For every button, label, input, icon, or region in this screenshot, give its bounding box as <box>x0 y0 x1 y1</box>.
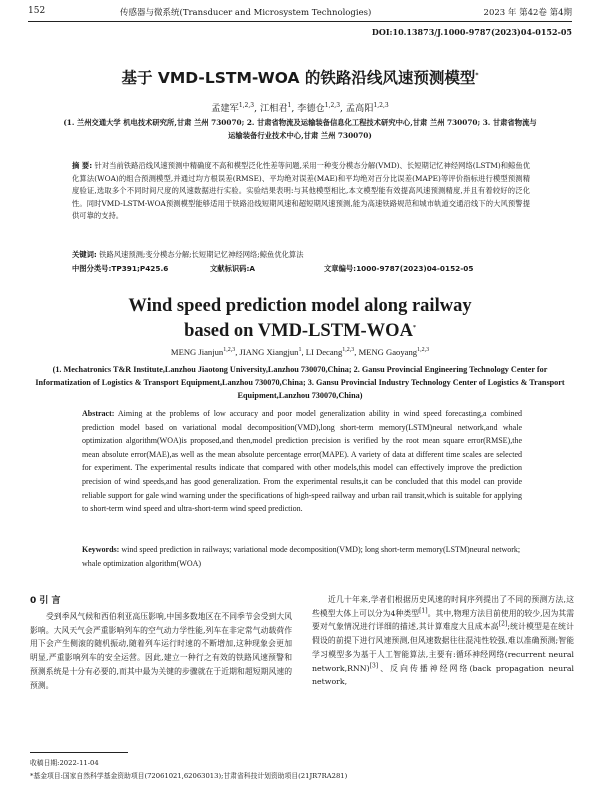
body-text: 、反向传播神经网络(back propagation neural network, <box>312 663 574 687</box>
keywords-label: 关键词: <box>72 250 97 259</box>
citation: [1] <box>419 607 428 615</box>
journal-name: 传感器与微系统(Transducer and Microsystem Technologies) <box>120 8 372 18</box>
doi: DOI:10.13873/J.1000-9787(2023)04-0152-05 <box>371 27 572 37</box>
body-text: 近几十年来,学者们根据历史风速的时间序列提出了不同的预测方法,这些模型大体上可以分为4种类型 <box>312 595 574 618</box>
author-affil-mark: 1,2,3 <box>342 347 355 354</box>
english-affiliation: (1. Mechatronics T&R Institute,Lanzhou Jiaotong University,Lanzhou 730070,China; 2. Gansu Provincial Engineering Technology Center for Informatization of Logistics & Transport Equipment,Lanzhou 730070,China; 3. Gansu Provincial Industry Technology Center of Logistics & Transport Equipment,Lanzhou 730070,China) <box>35 365 565 400</box>
citation: [3] <box>369 661 379 669</box>
author-name: MENG Jianjun <box>170 347 224 357</box>
author-affil-mark: 1 <box>287 101 292 109</box>
author-name: 孟高阳 <box>345 103 374 114</box>
author-name: 孟建军 <box>211 103 239 114</box>
abstract-label: Abstract: <box>82 409 115 418</box>
author-name: 李德仓 <box>297 103 325 114</box>
body-right-column <box>312 593 574 689</box>
chinese-title-text: 基于 VMD-LSTM-WOA 的铁路沿线风速预测模型 <box>121 69 476 87</box>
chinese-authors: 孟建军$^{1,2,3}$, 江相君$^1$, 李德仓$^{1,2,3}$, 孟高阳$^{1,2,3}$ <box>211 101 389 114</box>
english-title-line-1: Wind speed prediction model along railway <box>128 296 472 316</box>
author-name: MENG Gaoyang <box>358 347 418 357</box>
header-rule <box>28 21 572 22</box>
author-affil-mark: 1 <box>298 347 302 354</box>
author-affil-mark: 1,2,3 <box>223 347 236 354</box>
author-name: JIANG Xiangjun <box>239 347 299 357</box>
author-affil-mark: 1,2,3 <box>324 101 341 109</box>
english-title-line-2: based on VMD-LSTM-WOA <box>184 321 413 341</box>
class-number: 中图分类号:TP391;P425.6 <box>72 264 169 273</box>
author-affil-mark: 1,2,3 <box>417 347 430 354</box>
section-heading: 0 引 言 <box>30 596 61 606</box>
abstract-text: 针对当前铁路沿线风速预测中精确度不高和模型泛化性差等问题,采用一种变分模态分解(VMD)、长短期记忆神经网络(LSTM)和鲸鱼优化算法(WOA)的组合预测模型,并通过均方根误差(RMSE)、平均绝对误差(MAE)和平均绝对百分比误差(MAPE)等评价指标进行模型预测精度验证,选取多个不同时间尺度的风速数据进行实验。实验结果表明:与其他模型相比,本文模型能有效提高风速预测精度,并且有着较好的泛化性。同时VMD-LSTM-WOA预测模型能够适用于铁路沿线短期风速和超短期风速预测,能为高速铁路规范和城市轨道交通沿线下的大风预警提供可靠的支持。 <box>72 161 530 220</box>
chinese-title <box>0 66 600 88</box>
chinese-keywords <box>72 250 530 260</box>
title-footnote-mark: * <box>412 324 416 331</box>
document-code: 文献标识码:A <box>210 264 256 273</box>
author-name: LI Decang <box>305 347 343 357</box>
keywords-label: Keywords: <box>82 545 120 554</box>
title-footnote-mark: * <box>475 71 479 79</box>
chinese-affiliation: (1. 兰州交通大学 机电技术研究所,甘肃 兰州 730070; 2. 甘肃省物流及运输装备信息化工程技术研究中心,甘肃 兰州 730070; 3. 甘肃省物流与运输装备行业技术中心,甘肃 兰州 730070) <box>63 118 537 140</box>
citation: [2] <box>498 620 508 628</box>
author-affil-mark: 1,2,3 <box>238 101 255 109</box>
abstract-text: Aiming at the problems of low accuracy and poor model generalization ability in wind speed forecasting,a combined prediction model based on variational modal decomposition(VMD),long short-term memory(LSTM)neural network,and whale optimization algorithm(WOA)is proposed,and then,model prediction precision is verified by the root mean square error(RMSE),the mean absolute error(MAE),as well as the mean absolute percentage error(MAPE). A variety of data at different time scales are selected for experiment. The experimental results indicate that compared with other models,this model can effectively improve the prediction precision of wind speeds,and has good generalization. From the experimental results,it can be concluded that this model can provide reliable support for gale wind warning under the specifications of high-speed railway and urban rail transit,which is suitable for applying to short-term wind speed and ultra-short-term wind speed prediction. <box>82 409 522 514</box>
received-date: 收稿日期:2022-11-04 <box>30 759 99 767</box>
english-title <box>0 294 600 344</box>
body-left-column <box>30 610 292 692</box>
page-number: 152 <box>28 6 46 16</box>
english-authors: MENG Jianjun$^{1,2,3}$, JIANG Xiangjun$^1$, LI Decang$^{1,2,3}$, MENG Gaoyang$^{1,2,3}$ <box>170 347 430 357</box>
fund-note: *基金项目:国家自然科学基金资助项目(72061021,62063013);甘肃省科技计划资助项目(21JR7RA281) <box>30 772 348 780</box>
body-text: ;统计模型是在统计假设的前提下进行风速预测,但风速数据往往混沌性较强,难以准确预测;智能学习模型多为基于人工智能算法,主要有:循环神经网络(recurrent neural network,RNN) <box>312 622 574 673</box>
author-name: 江相君 <box>259 103 288 114</box>
issue-info: 2023 年 第42卷 第4期 <box>483 8 572 18</box>
keywords-text: 铁路风速预测;变分模态分解;长短期记忆神经网络;鲸鱼优化算法 <box>99 250 304 259</box>
running-header <box>28 6 572 20</box>
footnote-rule <box>30 752 128 753</box>
body-paragraph: 受到季风气候和西伯利亚高压影响,中国多数地区在不同季节会受到大风影响。大风天气会严重影响列车的空气动力学性能,列车在非定常气动载荷作用下会产生侧滚的随机振动,随着列车运行时速的不断增加,这种现象会更加明显,严重影响列车的安全运营。因此,建立一种行之有效的铁路风速预警和预测系统是十分有必要的,而其中最为关键的步骤就在于近期和超短期风速的预测。 <box>30 612 292 690</box>
article-number: 文章编号:1000-9787(2023)04-0152-05 <box>324 264 474 273</box>
chinese-abstract <box>72 160 530 223</box>
abstract-label: 摘 要: <box>72 161 93 170</box>
body-text: 。其中,物理方法目前使用的较少,因为其需要对气象情况进行详细的描述,其计算难度大且成本高 <box>312 608 574 632</box>
author-affil-mark: 1,2,3 <box>373 101 389 109</box>
keywords-text: wind speed prediction in railways; variational mode decomposition(VMD); long short-term memory(LSTM)neural network; whale optimization algorithm(WOA) <box>82 545 521 568</box>
english-keywords <box>82 543 522 570</box>
english-abstract <box>82 407 522 516</box>
